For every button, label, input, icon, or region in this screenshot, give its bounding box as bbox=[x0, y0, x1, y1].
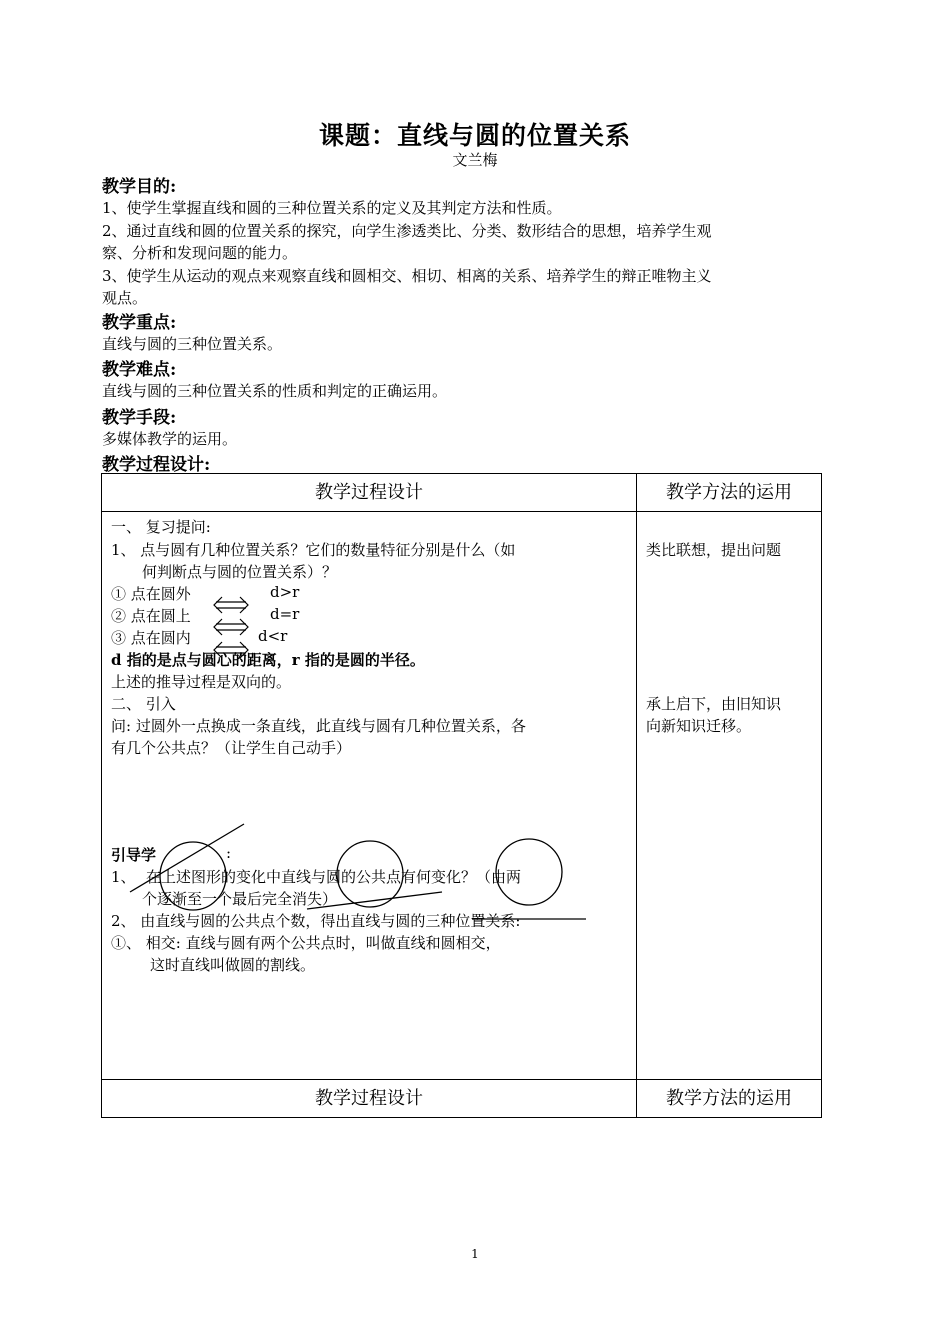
method-note: 向新知识迁移。 bbox=[646, 717, 752, 735]
review-heading: 一、 复习提问: bbox=[111, 518, 211, 536]
guide-item: 个逐渐至一个最后完全消失） bbox=[142, 890, 338, 908]
guide-colon: : bbox=[226, 844, 232, 862]
process-heading: 教学过程设计: bbox=[102, 455, 211, 475]
key-points-text: 直线与圆的三种位置关系。 bbox=[102, 335, 283, 353]
circle-tangent bbox=[337, 841, 403, 907]
intro-heading: 二、 引入 bbox=[111, 695, 176, 713]
objective-line: 3、使学生从运动的观点来观察直线和圆相交、相切、相离的关系、培养学生的辩正唯物主义 bbox=[102, 267, 712, 285]
difficulty-heading: 教学难点: bbox=[102, 360, 177, 380]
guide-item: ①、 相交: 直线与圆有两个公共点时，叫做直线和圆相交， bbox=[111, 934, 501, 952]
guide-item: 2、 由直线与圆的公共点个数，得出直线与圆的三种位置关系: bbox=[111, 912, 521, 930]
secant-line bbox=[130, 824, 244, 892]
means-text: 多媒体教学的运用。 bbox=[102, 430, 238, 448]
guide-item: 这时直线叫做圆的割线。 bbox=[150, 956, 316, 974]
method-cell bbox=[637, 512, 822, 1080]
diagram-drawing bbox=[102, 512, 636, 1079]
double-arrow-icon bbox=[214, 619, 248, 635]
question-line: 何判断点与圆的位置关系）？ bbox=[142, 563, 338, 581]
case-outside: ① 点在圆外 bbox=[111, 585, 191, 603]
question-line: 1、 点与圆有几种位置关系？它们的数量特征分别是什么（如 bbox=[111, 541, 516, 559]
footer-col1: 教学过程设计 bbox=[102, 1080, 637, 1118]
method-note: 承上启下，由旧知识 bbox=[646, 695, 782, 713]
objective-line: 观点。 bbox=[102, 289, 148, 307]
author-name: 文兰梅 bbox=[452, 151, 498, 169]
case-inside: ③ 点在圆内 bbox=[111, 629, 191, 647]
page-title: 课题：直线与圆的位置关系 bbox=[318, 121, 631, 150]
definition-text: d 指的是点与圆心的距离，r 指的是圆的半径。 bbox=[111, 651, 425, 669]
difficulty-text: 直线与圆的三种位置关系的性质和判定的正确运用。 bbox=[102, 382, 448, 400]
process-cell bbox=[102, 512, 637, 1080]
relation-outside: d>r bbox=[270, 583, 300, 601]
objective-line: 2、通过直线和圆的位置关系的探究，向学生渗透类比、分类、数形结合的思想，培养学生观 bbox=[102, 222, 712, 240]
page-number: 1 bbox=[471, 1247, 479, 1261]
lesson-table bbox=[101, 473, 822, 1118]
circle-separate bbox=[496, 839, 562, 905]
double-arrow-icon bbox=[214, 597, 248, 613]
footer-col2: 教学方法的运用 bbox=[637, 1080, 822, 1118]
guide-item: 在上述图形的变化中直线与圆的公共点有何变化？（由两 bbox=[146, 868, 522, 886]
means-heading: 教学手段: bbox=[102, 408, 177, 428]
key-points-heading: 教学重点: bbox=[102, 313, 177, 333]
case-on: ② 点在圆上 bbox=[111, 607, 191, 625]
objective-line: 1、使学生掌握直线和圆的三种位置关系的定义及其判定方法和性质。 bbox=[102, 199, 562, 217]
bidirectional-note: 上述的推导过程是双向的。 bbox=[111, 673, 292, 691]
guide-label: 引导学 bbox=[111, 846, 157, 864]
objective-line: 察、分析和发现问题的能力。 bbox=[102, 244, 298, 262]
intro-question: 有几个公共点？（让学生自己动手） bbox=[111, 739, 352, 757]
relation-on: d=r bbox=[270, 605, 300, 623]
double-arrow-icon bbox=[214, 642, 248, 658]
col2-header: 教学方法的运用 bbox=[637, 474, 822, 512]
method-note: 类比联想，提出问题 bbox=[646, 541, 782, 559]
col1-header: 教学过程设计 bbox=[102, 474, 637, 512]
guide-item-number: 1、 bbox=[111, 868, 136, 886]
circle-secant bbox=[160, 842, 226, 910]
objectives-heading: 教学目的: bbox=[102, 177, 177, 197]
intro-question: 问: 过圆外一点换成一条直线，此直线与圆有几种位置关系，各 bbox=[111, 717, 526, 735]
relation-inside: d<r bbox=[258, 627, 288, 645]
